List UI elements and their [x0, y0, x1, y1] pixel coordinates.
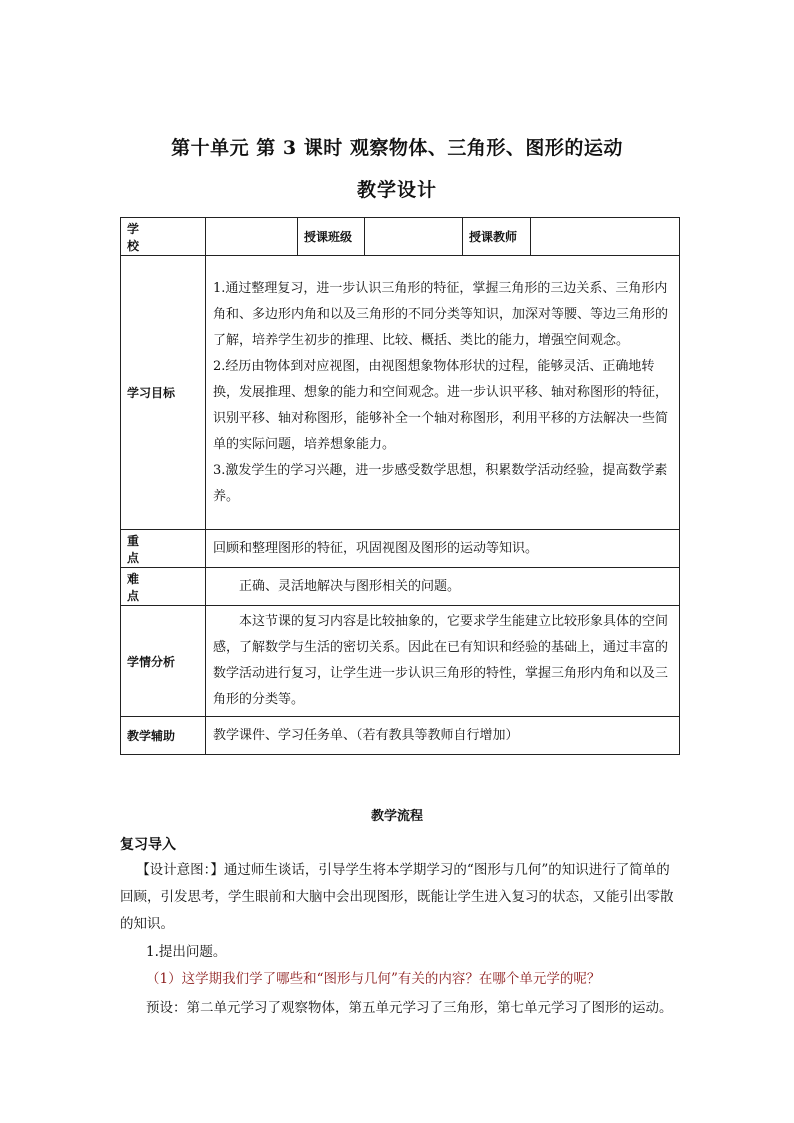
table-row	[121, 256, 680, 530]
school-value	[206, 218, 298, 256]
class-value	[365, 218, 463, 256]
teacher-label: 授课教师	[463, 218, 531, 256]
table-row	[121, 717, 680, 755]
design-intent-paragraph: 【设计意图：】通过师生谈话，引导学生将本学期学习的“图形与几何”的知识进行了简单的回顾，引发思考，学生眼前和大脑中会出现图形，既能让学生进入复习的状态，又能引出零散的知识。	[120, 862, 674, 932]
flow-title: 教学流程	[370, 809, 423, 824]
objectives-cell	[206, 256, 680, 530]
objectives-label: 学习目标	[121, 256, 206, 530]
step-1: 1.提出问题。	[146, 944, 227, 960]
table-row	[121, 530, 680, 568]
school-label: 学 校	[121, 218, 206, 256]
difficulty-text: 正确、灵活地解决与图形相关的问题。	[206, 568, 680, 606]
objective-3: 3.激发学生的学习兴趣，进一步感受数学思想，积累数学活动经验，提高数学素养。	[213, 462, 668, 504]
objective-1: 1.通过整理复习，进一步认识三角形的特征，掌握三角形的三边关系、三角形内角和、多边形内角和以及三角形的不同分类等知识，加深对等腰、等边三角形的了解，培养学生初步的推理、比较、概括、类比的能力，增强空间观念。	[213, 280, 669, 348]
lesson-plan-table	[120, 217, 680, 755]
key-point-text: 回顾和整理图形的特征，巩固视图及图形的运动等知识。	[206, 530, 680, 568]
difficulty-label: 难 点	[121, 568, 206, 606]
key-point-label: 重 点	[121, 530, 206, 568]
page-subtitle: 教学设计	[356, 179, 437, 201]
preset-answer: 预设：第二单元学习了观察物体，第五单元学习了三角形，第七单元学习了图形的运动。	[146, 1000, 673, 1016]
analysis-text: 本这节课的复习内容是比较抽象的，它要求学生能建立比较形象具体的空间感，了解数学与生活的密切关系。因此在已有知识和经验的基础上，通过丰富的数学活动进行复习，让学生进一步认识三角形的特性，掌握三角形内角和以及三角形的分类等。	[206, 606, 680, 717]
objective-2: 2.经历由物体到对应视图，由视图想象物体形状的过程，能够灵活、正确地转换，发展推理、想象的能力和空间观念。进一步认识平移、轴对称图形的特征，识别平移、轴对称图形，能够补全一个轴对称图形，利用平移的方法解决一些简单的实际问题，培养想象能力。	[213, 358, 669, 452]
table-row	[121, 218, 680, 256]
class-label: 授课班级	[298, 218, 365, 256]
question-1: （1）这学期我们学了哪些和“图形与几何”有关的内容？在哪个单元学的呢？	[146, 971, 601, 987]
aids-label: 教学辅助	[121, 717, 206, 755]
aids-text: 教学课件、学习任务单、（若有教具等教师自行增加）	[206, 717, 680, 755]
teacher-value	[531, 218, 680, 256]
analysis-label: 学情分析	[121, 606, 206, 717]
table-row	[121, 606, 680, 717]
table-row	[121, 568, 680, 606]
section-heading: 复习导入	[120, 837, 176, 853]
page-title: 第十单元 第 3 课时 观察物体、三角形、图形的运动	[171, 137, 623, 159]
